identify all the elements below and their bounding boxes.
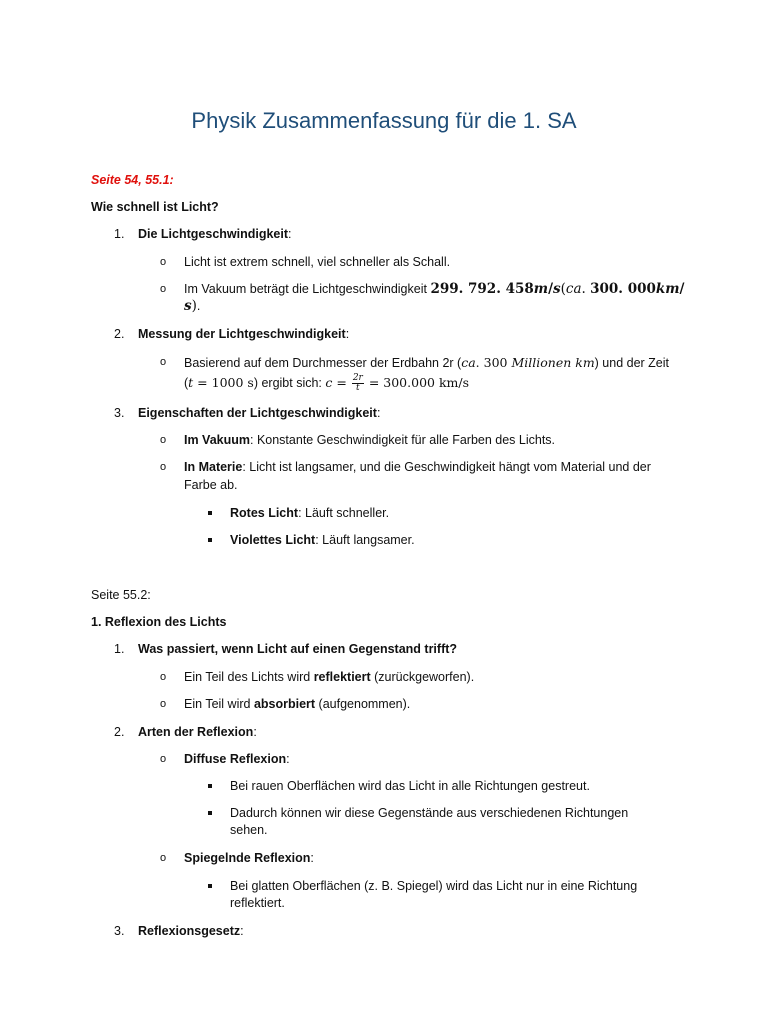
square-bullet-icon [208, 511, 212, 515]
page-reference: Seite 55.2: [91, 588, 151, 602]
list-item: Dadurch können wir diese Gegenstände aus verschiedenen Richtungen [230, 806, 629, 820]
list-item: Im Vakuum beträgt die Lichtgeschwindigkeit 299. 792. 458m/s(ca. 300. 000km/ [184, 281, 685, 297]
list-item-continuation: s). [184, 298, 201, 314]
list-number: 2. [114, 327, 125, 341]
list-item: Licht ist extrem schnell, viel schneller als Schall. [184, 255, 451, 269]
list-item: Spiegelnde Reflexion: [184, 851, 314, 865]
circle-bullet-icon: o [160, 753, 167, 765]
list-item: Rotes Licht: Läuft schneller. [230, 506, 390, 520]
list-item: Ein Teil wird absorbiert (aufgenommen). [184, 697, 411, 711]
list-item: Diffuse Reflexion: [184, 752, 290, 766]
section-question: Wie schnell ist Licht? [91, 200, 219, 214]
list-item-continuation: Farbe ab. [184, 478, 238, 492]
list-heading: Arten der Reflexion: [138, 725, 257, 739]
list-number: 3. [114, 406, 125, 420]
list-heading: Eigenschaften der Lichtgeschwindigkeit: [138, 406, 381, 420]
list-number: 1. [114, 642, 125, 656]
list-heading: Messung der Lichtgeschwindigkeit: [138, 327, 350, 341]
list-item: Ein Teil des Lichts wird reflektiert (zurückgeworfen). [184, 670, 475, 684]
circle-bullet-icon: o [160, 283, 167, 295]
fraction: $\frac{2r}{t}$ [352, 373, 363, 394]
list-item-continuation: (t = 1000 s) ergibt sich: c = $\frac{2r}{t}$ = 300.000 km/s [184, 373, 469, 394]
document-title: Physik Zusammenfassung für die 1. SA [191, 108, 577, 133]
list-item-continuation: reflektiert. [230, 896, 285, 910]
circle-bullet-icon: o [160, 461, 167, 473]
circle-bullet-icon: o [160, 852, 167, 864]
list-item: Im Vakuum: Konstante Geschwindigkeit für alle Farben des Lichts. [184, 433, 556, 447]
section-heading: 1. Reflexion des Lichts [91, 615, 227, 629]
list-item-continuation: sehen. [230, 823, 268, 837]
square-bullet-icon [208, 538, 212, 542]
circle-bullet-icon: o [160, 256, 167, 268]
circle-bullet-icon: o [160, 671, 167, 683]
list-item: In Materie: Licht ist langsamer, und die Geschwindigkeit hängt vom Material und der [184, 460, 651, 474]
page-reference: Seite 54, 55.1: [91, 173, 174, 187]
square-bullet-icon [208, 811, 212, 815]
list-item: Basierend auf dem Durchmesser der Erdbahn 2r (ca. 300 Millionen km) und der Zeit [184, 355, 670, 370]
circle-bullet-icon: o [160, 434, 167, 446]
list-item: Bei rauen Oberflächen wird das Licht in alle Richtungen gestreut. [230, 779, 590, 793]
circle-bullet-icon: o [160, 698, 167, 710]
circle-bullet-icon: o [160, 356, 167, 368]
square-bullet-icon [208, 784, 212, 788]
list-item: Violettes Licht: Läuft langsamer. [230, 533, 415, 547]
square-bullet-icon [208, 884, 212, 888]
list-number: 3. [114, 924, 125, 938]
list-number: 1. [114, 227, 125, 241]
list-item: Bei glatten Oberflächen (z. B. Spiegel) wird das Licht nur in eine Richtung [230, 879, 638, 893]
list-heading: Reflexionsgesetz: [138, 924, 244, 938]
list-heading: Die Lichtgeschwindigkeit: [138, 227, 292, 241]
list-number: 2. [114, 725, 125, 739]
list-heading: Was passiert, wenn Licht auf einen Gegenstand trifft? [138, 642, 458, 656]
